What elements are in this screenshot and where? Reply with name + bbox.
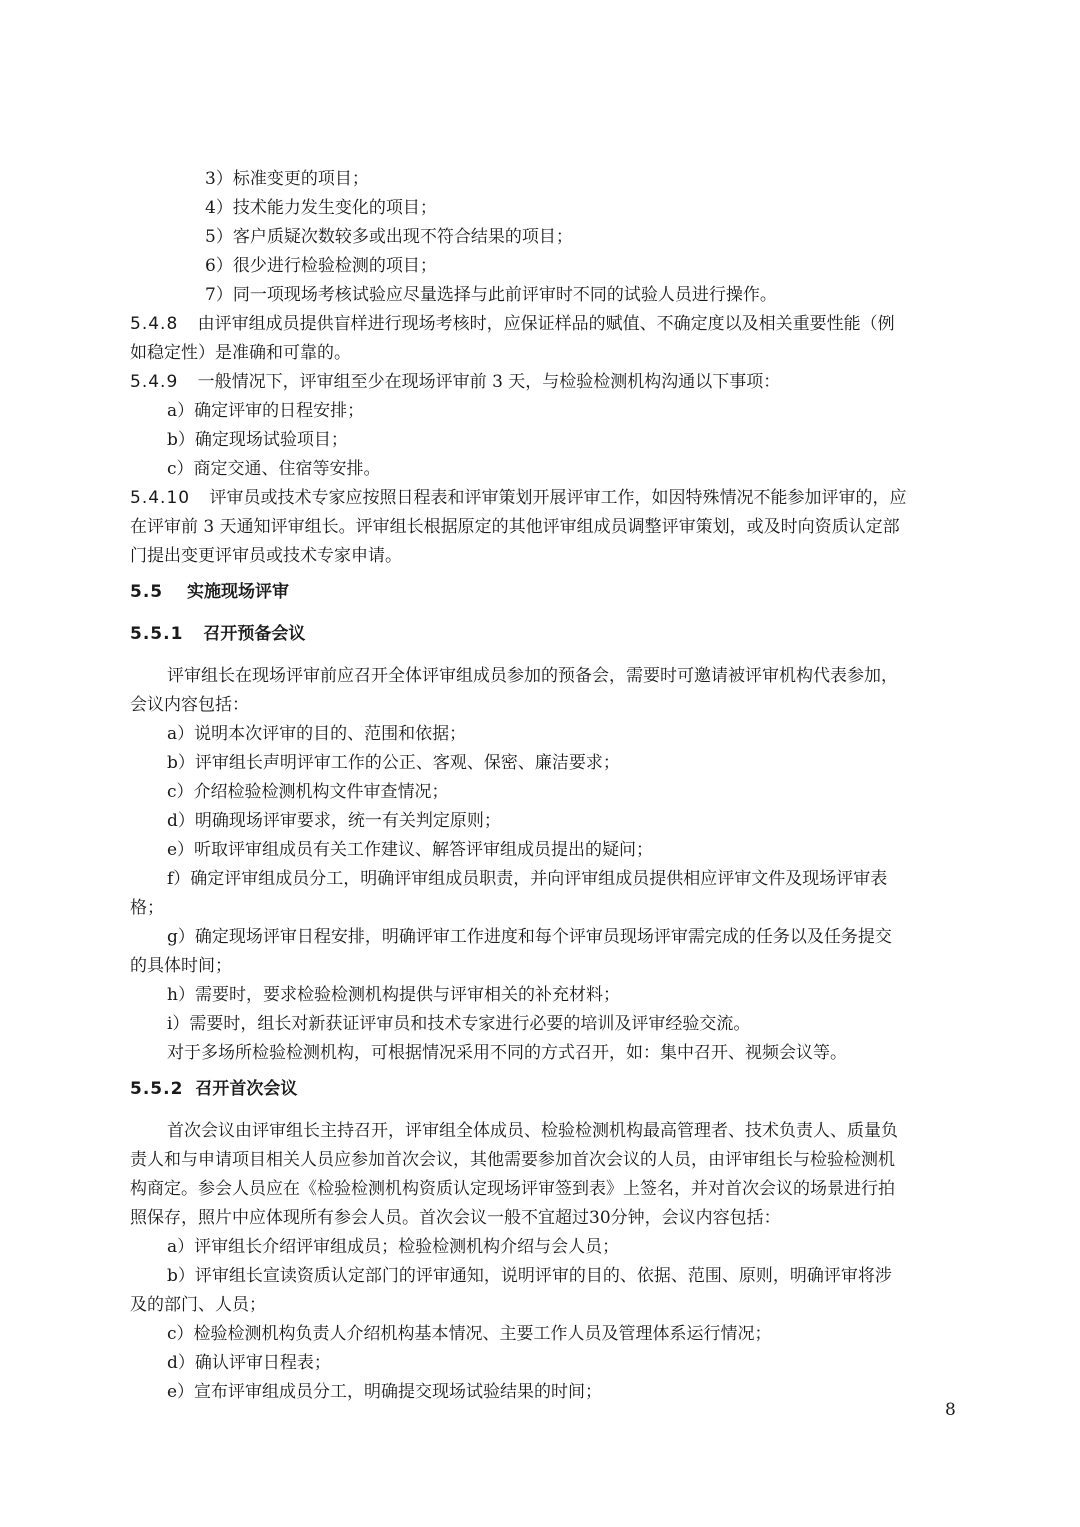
list-item: 4）技术能力发生变化的项目；	[205, 198, 437, 218]
list-item: e）宣布评审组成员分工，明确提交现场试验结果的时间；	[167, 1382, 603, 1402]
clause-number: 5.4.9	[130, 372, 179, 392]
paragraph-text: 构商定。参会人员应在《检验检测机构资质认定现场评审签到表》上签名，并对首次会议的场景进行拍	[130, 1179, 895, 1199]
clause-text-continued: 门提出变更评审员或技术专家申请。	[130, 546, 402, 566]
list-item-continued: 及的部门、人员；	[130, 1295, 266, 1315]
list-item: a）确定评审的日程安排；	[167, 401, 365, 421]
section-number: 5.5.2	[130, 1079, 184, 1099]
clause-number: 5.4.8	[130, 314, 179, 334]
list-item: g）确定现场评审日程安排，明确评审工作进度和每个评审员现场评审需完成的任务以及任务提交	[167, 927, 892, 947]
clause-text: 评审员或技术专家应按照日程表和评审策划开展评审工作，如因特殊情况不能参加评审的，应	[209, 488, 907, 508]
page-number: 8	[945, 1400, 956, 1420]
clause-text: 由评审组成员提供盲样进行现场考核时，应保证样品的赋值、不确定度以及相关重要性能（例	[197, 314, 895, 334]
clause-5-4-9	[130, 368, 780, 396]
section-title: 召开首次会议	[195, 1079, 298, 1099]
section-heading-5-5-1	[130, 620, 305, 648]
section-number: 5.5.1	[130, 624, 184, 644]
list-item-continued: 格；	[130, 898, 164, 918]
list-item: 3）标准变更的项目；	[205, 169, 369, 189]
list-item: i）需要时，组长对新获证评审员和技术专家进行必要的培训及评审经验交流。	[167, 1014, 751, 1034]
list-item: b）评审组长宣读资质认定部门的评审通知，说明评审的目的、依据、范围、原则，明确评审将涉	[167, 1266, 892, 1286]
clause-number: 5.4.10	[130, 488, 191, 508]
list-item: c）检验检测机构负责人介绍机构基本情况、主要工作人员及管理体系运行情况；	[167, 1324, 772, 1344]
section-title: 实施现场评审	[187, 582, 290, 602]
clause-text-continued: 在评审前 3 天通知评审组长。评审组长根据原定的其他评审组成员调整评审策划，或及时向资质认定部	[130, 517, 900, 537]
paragraph-text: 会议内容包括：	[130, 695, 249, 715]
list-item: 6）很少进行检验检测的项目；	[205, 256, 437, 276]
list-item: a）评审组长介绍评审组成员；检验检测机构介绍与会人员；	[167, 1237, 620, 1257]
list-item: d）明确现场评审要求，统一有关判定原则；	[167, 811, 501, 831]
clause-5-4-10	[130, 484, 906, 512]
clause-text-continued: 如稳定性）是准确和可靠的。	[130, 343, 351, 363]
paragraph-text: 对于多场所检验检测机构，可根据情况采用不同的方式召开，如：集中召开、视频会议等。	[167, 1043, 847, 1063]
paragraph-text: 责人和与申请项目相关人员应参加首次会议，其他需要参加首次会议的人员，由评审组长与检验检测机	[130, 1150, 895, 1170]
clause-text: 一般情况下，评审组至少在现场评审前 3 天，与检验检测机构沟通以下事项：	[197, 372, 781, 392]
section-heading-5-5	[130, 578, 289, 606]
list-item: f）确定评审组成员分工，明确评审组成员职责，并向评审组成员提供相应评审文件及现场评审表	[167, 869, 888, 889]
section-number: 5.5	[130, 582, 164, 602]
list-item: h）需要时，要求检验检测机构提供与评审相关的补充材料；	[167, 985, 620, 1005]
list-item: b）确定现场试验项目；	[167, 430, 348, 450]
paragraph-text: 评审组长在现场评审前应召开全体评审组成员参加的预备会，需要时可邀请被评审机构代表参加，	[167, 666, 898, 686]
list-item: c）商定交通、住宿等安排。	[167, 459, 381, 479]
list-item: 7）同一项现场考核试验应尽量选择与此前评审时不同的试验人员进行操作。	[205, 285, 777, 305]
list-item: b）评审组长声明评审工作的公正、客观、保密、廉洁要求；	[167, 753, 620, 773]
paragraph-text: 照保存，照片中应体现所有参会人员。首次会议一般不宜超过30分钟，会议内容包括：	[130, 1208, 781, 1228]
list-item: a）说明本次评审的目的、范围和依据；	[167, 724, 467, 744]
list-item: 5）客户质疑次数较多或出现不符合结果的项目；	[205, 227, 573, 247]
clause-5-4-8	[130, 310, 895, 338]
list-item: e）听取评审组成员有关工作建议、解答评审组成员提出的疑问；	[167, 840, 654, 860]
paragraph-text: 首次会议由评审组长主持召开，评审组全体成员、检验检测机构最高管理者、技术负责人、质量负	[167, 1121, 898, 1141]
section-title: 召开预备会议	[203, 624, 306, 644]
section-heading-5-5-2	[130, 1075, 297, 1103]
list-item: c）介绍检验检测机构文件审查情况；	[167, 782, 449, 802]
list-item: d）确认评审日程表；	[167, 1353, 331, 1373]
list-item-continued: 的具体时间；	[130, 956, 232, 976]
